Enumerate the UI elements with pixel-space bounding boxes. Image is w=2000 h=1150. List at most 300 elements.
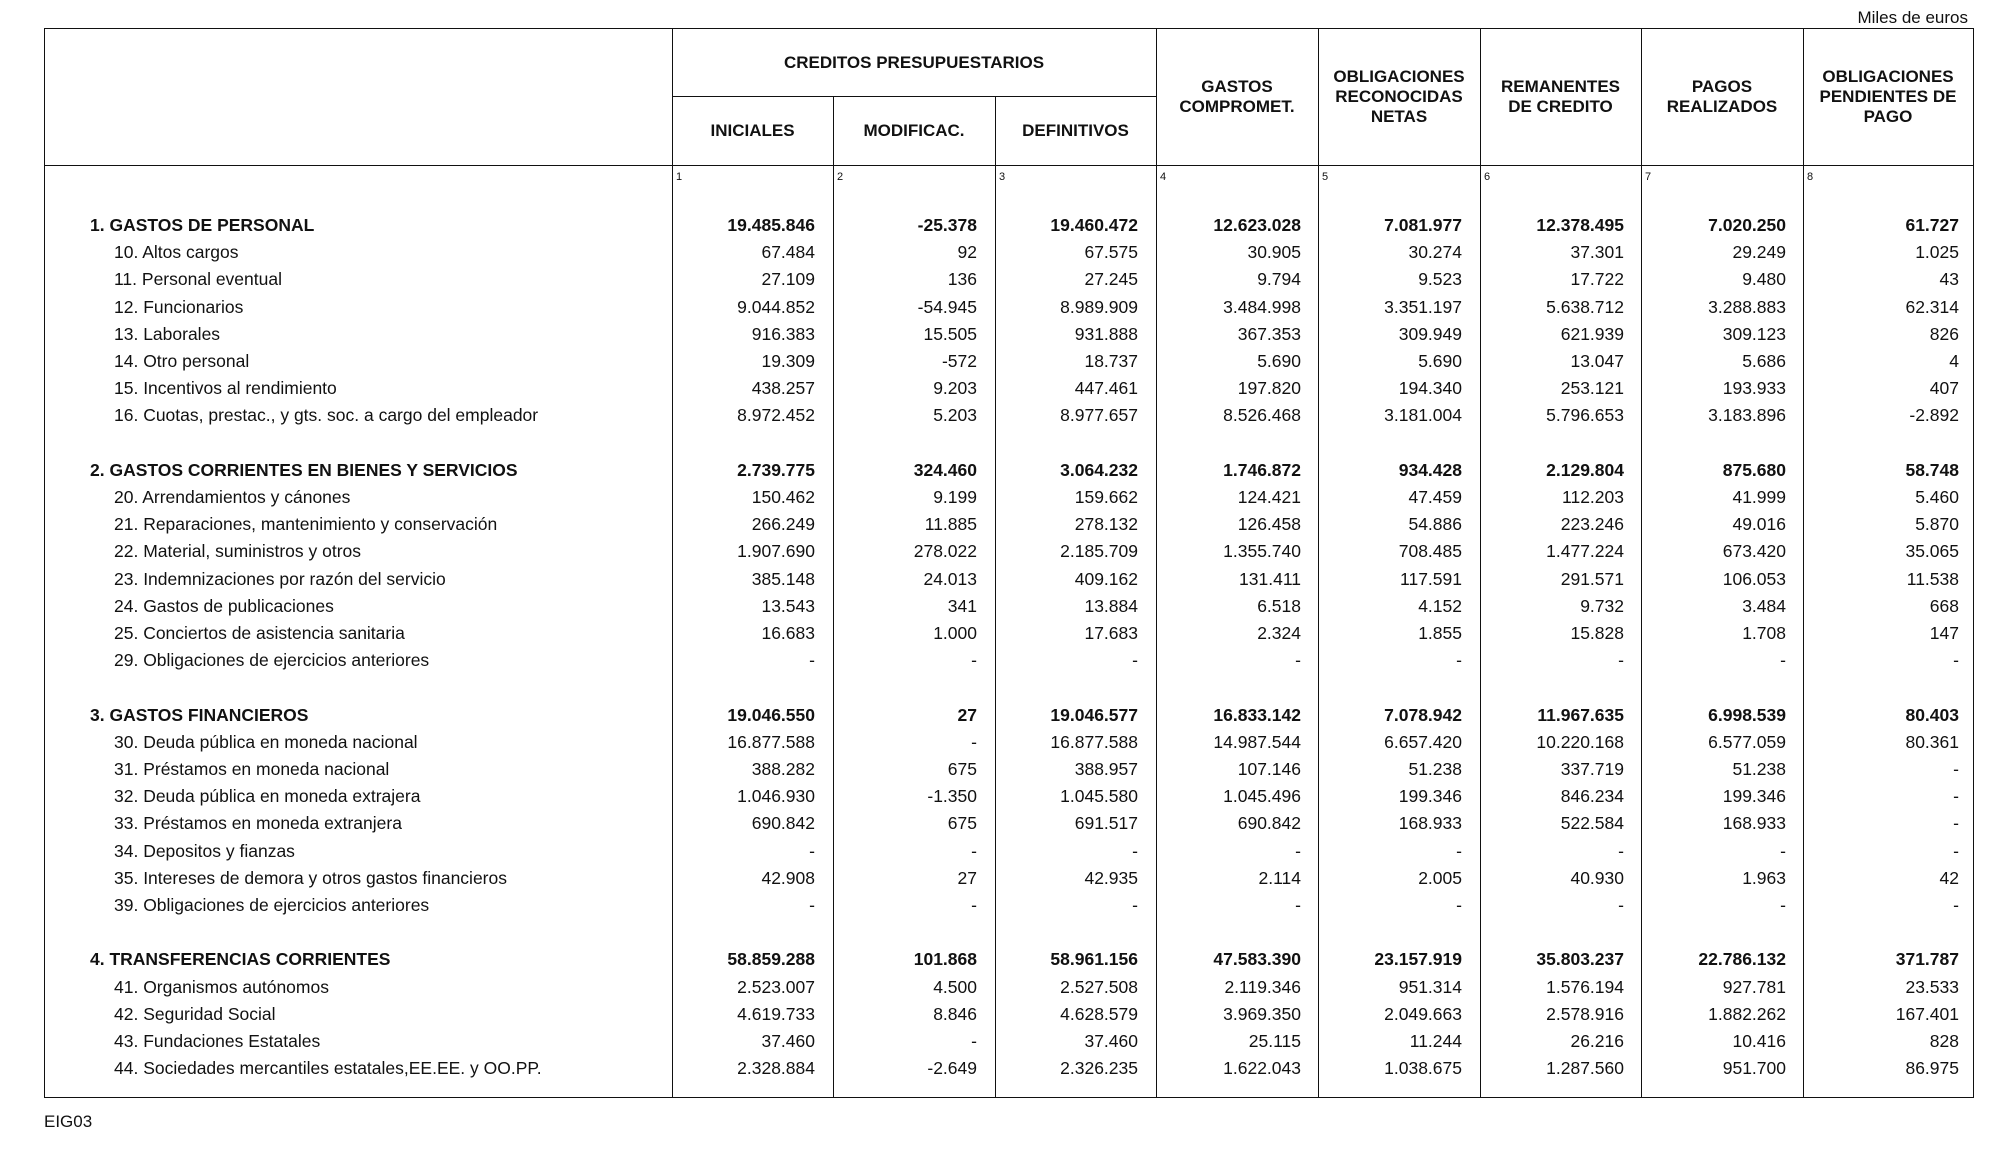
cell-value: 10.220.168 bbox=[1536, 731, 1624, 752]
cell-value: 5.686 bbox=[1742, 351, 1786, 371]
column-number: 3 bbox=[999, 171, 1006, 183]
row-label: 13. Laborales bbox=[114, 323, 221, 344]
row-label: 21. Reparaciones, mantenimiento y conservación bbox=[114, 514, 498, 535]
header-remanentes: REMANENTES DE CREDITO bbox=[1500, 77, 1620, 116]
table-row bbox=[45, 483, 1975, 510]
cell-value: 1.882.262 bbox=[1708, 1003, 1786, 1024]
row-label: 22. Material, suministros y otros bbox=[114, 541, 362, 562]
cell-value: 16.833.142 bbox=[1213, 704, 1301, 725]
cell-value: 1.477.224 bbox=[1546, 541, 1624, 562]
cell-value: 58.961.156 bbox=[1050, 949, 1138, 970]
cell-value: 18.737 bbox=[1084, 351, 1138, 371]
cell-value: 223.246 bbox=[1560, 514, 1624, 535]
header-pagos-realizados: PAGOS REALIZADOS bbox=[1666, 77, 1778, 116]
column-number: 1 bbox=[676, 171, 683, 183]
cell-value: 5.870 bbox=[1915, 514, 1959, 535]
cell-value: 112.203 bbox=[1562, 487, 1624, 507]
cell-value: 9.523 bbox=[1418, 269, 1462, 290]
section-row bbox=[45, 701, 1975, 728]
cell-value: 309.949 bbox=[1398, 323, 1462, 344]
cell-value: 951.700 bbox=[1722, 1058, 1786, 1079]
cell-value: 80.403 bbox=[1905, 704, 1959, 725]
cell-value: - bbox=[1456, 840, 1462, 861]
cell-value: 9.794 bbox=[1257, 269, 1301, 290]
cell-value: 5.460 bbox=[1915, 487, 1959, 507]
cell-value: - bbox=[1295, 650, 1301, 671]
cell-value: 4.619.733 bbox=[737, 1003, 815, 1024]
cell-value: 26.216 bbox=[1570, 1031, 1624, 1051]
cell-value: 409.162 bbox=[1074, 568, 1138, 589]
cell-value: 15.828 bbox=[1570, 623, 1624, 643]
table-row bbox=[45, 537, 1975, 564]
cell-value: 438.257 bbox=[751, 378, 815, 399]
header-modificac: MODIFICAC. bbox=[863, 120, 965, 140]
cell-value: 828 bbox=[1929, 1031, 1959, 1051]
cell-value: 37.460 bbox=[761, 1031, 815, 1051]
cell-value: - bbox=[1132, 895, 1138, 915]
cell-value: 3.969.350 bbox=[1223, 1003, 1301, 1024]
cell-value: 43 bbox=[1939, 269, 1959, 290]
row-label: 30. Deuda pública en moneda nacional bbox=[114, 731, 418, 752]
row-label: 2. GASTOS CORRIENTES EN BIENES Y SERVICIOS bbox=[90, 459, 518, 480]
table-row bbox=[45, 238, 1975, 265]
table-row bbox=[45, 592, 1975, 619]
cell-value: 621.939 bbox=[1560, 323, 1624, 344]
cell-value: 126.458 bbox=[1237, 514, 1301, 535]
column-number: 5 bbox=[1322, 171, 1329, 183]
cell-value: - bbox=[971, 895, 977, 915]
header-definitivos: DEFINITIVOS bbox=[1022, 120, 1129, 140]
cell-value: 1.907.690 bbox=[737, 541, 815, 562]
row-label: 10. Altos cargos bbox=[114, 242, 239, 263]
row-label: 14. Otro personal bbox=[114, 351, 250, 371]
cell-value: 58.859.288 bbox=[727, 949, 815, 970]
cell-value: 8.989.909 bbox=[1060, 296, 1138, 317]
cell-value: 11.885 bbox=[924, 514, 977, 535]
cell-value: 37.460 bbox=[1084, 1031, 1138, 1051]
cell-value: - bbox=[971, 1031, 977, 1051]
cell-value: -25.378 bbox=[917, 215, 977, 235]
header-creditos-presupuestarios: CREDITOS PRESUPUESTARIOS bbox=[783, 52, 1045, 72]
cell-value: 916.383 bbox=[751, 323, 815, 344]
cell-value: - bbox=[1132, 650, 1138, 671]
cell-value: 124.421 bbox=[1237, 487, 1301, 507]
table-row bbox=[45, 265, 1975, 292]
cell-value: - bbox=[1953, 759, 1959, 779]
cell-value: 3.288.883 bbox=[1708, 296, 1786, 317]
table-row bbox=[45, 891, 1975, 918]
cell-value: 27 bbox=[957, 704, 977, 725]
row-label: 11. Personal eventual bbox=[114, 269, 282, 290]
cell-value: 12.378.495 bbox=[1536, 215, 1624, 235]
header-obligaciones-pendientes: OBLIGACIONES PENDIENTES DE PAGO bbox=[1819, 67, 1957, 126]
cell-value: 1.855 bbox=[1418, 623, 1462, 643]
cell-value: 668 bbox=[1929, 595, 1959, 616]
cell-value: 691.517 bbox=[1074, 813, 1138, 834]
cell-value: 388.957 bbox=[1074, 759, 1138, 779]
table-row bbox=[45, 1027, 1975, 1054]
cell-value: 13.884 bbox=[1084, 595, 1138, 616]
table-row bbox=[45, 401, 1975, 428]
cell-value: - bbox=[1953, 786, 1959, 807]
table-row bbox=[45, 619, 1975, 646]
row-label: 41. Organismos autónomos bbox=[114, 976, 329, 997]
cell-value: 5.796.653 bbox=[1546, 405, 1624, 426]
cell-value: 199.346 bbox=[1398, 786, 1462, 807]
cell-value: 168.933 bbox=[1722, 813, 1786, 834]
cell-value: 846.234 bbox=[1560, 786, 1624, 807]
cell-value: 47.583.390 bbox=[1213, 949, 1301, 970]
column-number: 4 bbox=[1160, 171, 1167, 183]
cell-value: - bbox=[809, 650, 815, 671]
cell-value: 147 bbox=[1929, 623, 1959, 643]
row-label: 16. Cuotas, prestac., y gts. soc. a cargo del empleador bbox=[114, 405, 539, 426]
cell-value: 6.657.420 bbox=[1384, 731, 1462, 752]
row-label: 23. Indemnizaciones por razón del servicio bbox=[114, 568, 446, 589]
cell-value: 194.340 bbox=[1398, 378, 1462, 399]
cell-value: 3.183.896 bbox=[1708, 405, 1786, 426]
cell-value: 9.203 bbox=[933, 378, 977, 399]
cell-value: 13.543 bbox=[761, 595, 815, 616]
row-label: 20. Arrendamientos y cánones bbox=[114, 487, 351, 507]
cell-value: 1.963 bbox=[1742, 867, 1786, 888]
cell-value: 37.301 bbox=[1570, 242, 1624, 263]
cell-value: - bbox=[809, 840, 815, 861]
cell-value: 337.719 bbox=[1560, 759, 1624, 779]
cell-value: 11.244 bbox=[1409, 1031, 1462, 1051]
cell-value: 522.584 bbox=[1560, 813, 1624, 834]
cell-value: 3.064.232 bbox=[1060, 459, 1138, 480]
cell-value: 9.732 bbox=[1580, 595, 1624, 616]
row-label: 34. Depositos y fianzas bbox=[114, 840, 295, 861]
cell-value: - bbox=[1295, 895, 1301, 915]
cell-value: 12.623.028 bbox=[1213, 215, 1301, 235]
cell-value: 4 bbox=[1949, 351, 1959, 371]
cell-value: 13.047 bbox=[1570, 351, 1624, 371]
row-label: 44. Sociedades mercantiles estatales,EE.EE. y OO.PP. bbox=[114, 1058, 542, 1079]
cell-value: 2.114 bbox=[1258, 867, 1301, 888]
cell-value: 67.484 bbox=[761, 242, 815, 263]
column-number: 2 bbox=[837, 171, 844, 183]
cell-value: 6.577.059 bbox=[1708, 731, 1786, 752]
table-row bbox=[45, 728, 1975, 755]
cell-value: 159.662 bbox=[1074, 487, 1138, 507]
cell-value: 24.013 bbox=[923, 568, 977, 589]
cell-value: 92 bbox=[957, 242, 977, 263]
header-bottom-rule bbox=[45, 165, 1973, 166]
cell-value: 16.877.588 bbox=[727, 731, 815, 752]
cell-value: 23.533 bbox=[1905, 976, 1959, 997]
cell-value: 54.886 bbox=[1408, 514, 1462, 535]
cell-value: 2.119.346 bbox=[1224, 976, 1301, 997]
cell-value: 8.977.657 bbox=[1060, 405, 1138, 426]
cell-value: 22.786.132 bbox=[1698, 949, 1786, 970]
row-label: 25. Conciertos de asistencia sanitaria bbox=[114, 623, 405, 643]
cell-value: 253.121 bbox=[1560, 378, 1624, 399]
cell-value: 25.115 bbox=[1248, 1031, 1301, 1051]
cell-value: 1.576.194 bbox=[1546, 976, 1624, 997]
cell-value: 23.157.919 bbox=[1374, 949, 1462, 970]
cell-value: 19.309 bbox=[761, 351, 815, 371]
cell-value: 19.460.472 bbox=[1050, 215, 1138, 235]
cell-value: 3.484 bbox=[1742, 595, 1786, 616]
cell-value: 101.868 bbox=[913, 949, 977, 970]
cell-value: 136 bbox=[947, 269, 977, 290]
cell-value: 1.708 bbox=[1742, 623, 1786, 643]
cell-value: 42 bbox=[1939, 867, 1959, 888]
cell-value: 5.690 bbox=[1418, 351, 1462, 371]
cell-value: 266.249 bbox=[751, 514, 815, 535]
table-row bbox=[45, 374, 1975, 401]
row-label: 15. Incentivos al rendimiento bbox=[114, 378, 337, 399]
cell-value: 8.526.468 bbox=[1223, 405, 1301, 426]
cell-value: 407 bbox=[1929, 378, 1959, 399]
header-obligaciones-reconocidas: OBLIGACIONES RECONOCIDAS NETAS bbox=[1333, 67, 1465, 126]
cell-value: 309.123 bbox=[1722, 323, 1786, 344]
cell-value: 675 bbox=[947, 759, 977, 779]
table-row bbox=[45, 864, 1975, 891]
row-label: 29. Obligaciones de ejercicios anteriores bbox=[114, 650, 430, 671]
cell-value: 168.933 bbox=[1398, 813, 1462, 834]
cell-value: 1.287.560 bbox=[1546, 1058, 1624, 1079]
cell-value: -2.892 bbox=[1909, 405, 1959, 426]
cell-value: - bbox=[1780, 840, 1786, 861]
cell-value: 690.842 bbox=[751, 813, 815, 834]
row-label: 12. Funcionarios bbox=[114, 296, 244, 317]
cell-value: 951.314 bbox=[1398, 976, 1462, 997]
table-row bbox=[45, 320, 1975, 347]
cell-value: 826 bbox=[1929, 323, 1959, 344]
cell-value: - bbox=[1618, 895, 1624, 915]
cell-value: 47.459 bbox=[1408, 487, 1462, 507]
cell-value: 17.722 bbox=[1570, 269, 1624, 290]
cell-value: 931.888 bbox=[1074, 323, 1138, 344]
cell-value: 2.324 bbox=[1257, 623, 1301, 643]
cell-value: 8.846 bbox=[933, 1003, 977, 1024]
cell-value: 11.967.635 bbox=[1537, 704, 1624, 725]
cell-value: - bbox=[1953, 650, 1959, 671]
cell-value: 2.527.508 bbox=[1060, 976, 1138, 997]
cell-value: 8.972.452 bbox=[737, 405, 815, 426]
cell-value: - bbox=[1780, 895, 1786, 915]
row-label: 33. Préstamos en moneda extranjera bbox=[114, 813, 402, 834]
row-label: 35. Intereses de demora y otros gastos financieros bbox=[114, 867, 507, 888]
cell-value: 199.346 bbox=[1722, 786, 1786, 807]
cell-value: 341 bbox=[947, 595, 977, 616]
cell-value: 27 bbox=[957, 867, 977, 888]
cell-value: 385.148 bbox=[751, 568, 815, 589]
row-label: 43. Fundaciones Estatales bbox=[114, 1031, 321, 1051]
cell-value: 9.044.852 bbox=[737, 296, 815, 317]
cell-value: 19.046.577 bbox=[1050, 704, 1138, 725]
cell-value: - bbox=[1456, 650, 1462, 671]
table-row bbox=[45, 1054, 1975, 1081]
row-label: 4. TRANSFERENCIAS CORRIENTES bbox=[90, 949, 391, 970]
row-label: 31. Préstamos en moneda nacional bbox=[114, 759, 390, 779]
cell-value: 150.462 bbox=[751, 487, 815, 507]
cell-value: 3.181.004 bbox=[1384, 405, 1462, 426]
cell-value: - bbox=[1618, 650, 1624, 671]
cell-value: 3.351.197 bbox=[1384, 296, 1462, 317]
table-row bbox=[45, 565, 1975, 592]
cell-value: 4.500 bbox=[933, 976, 977, 997]
cell-value: 9.199 bbox=[933, 487, 977, 507]
cell-value: 278.132 bbox=[1074, 514, 1138, 535]
cell-value: 2.326.235 bbox=[1060, 1058, 1138, 1079]
cell-value: 30.905 bbox=[1247, 242, 1301, 263]
column-number: 8 bbox=[1807, 171, 1814, 183]
cell-value: - bbox=[971, 731, 977, 752]
cell-value: 2.005 bbox=[1418, 867, 1462, 888]
cell-value: 58.748 bbox=[1905, 459, 1959, 480]
cell-value: - bbox=[809, 895, 815, 915]
row-label: 32. Deuda pública en moneda extrajera bbox=[114, 786, 421, 807]
table-row bbox=[45, 293, 1975, 320]
cell-value: 27.109 bbox=[761, 269, 815, 290]
row-label: 1. GASTOS DE PERSONAL bbox=[90, 215, 315, 235]
cell-value: 14.987.544 bbox=[1213, 731, 1301, 752]
table-row bbox=[45, 347, 1975, 374]
cell-value: 291.571 bbox=[1560, 568, 1624, 589]
cell-value: - bbox=[1132, 840, 1138, 861]
cell-value: 197.820 bbox=[1237, 378, 1301, 399]
cell-value: 447.461 bbox=[1074, 378, 1138, 399]
cell-value: - bbox=[1295, 840, 1301, 861]
cell-value: - bbox=[971, 650, 977, 671]
cell-value: 1.355.740 bbox=[1223, 541, 1301, 562]
cell-value: - bbox=[1953, 840, 1959, 861]
cell-value: 49.016 bbox=[1732, 514, 1786, 535]
cell-value: 16.877.588 bbox=[1050, 731, 1138, 752]
cell-value: 27.245 bbox=[1084, 269, 1138, 290]
cell-value: 371.787 bbox=[1895, 949, 1959, 970]
cell-value: 167.401 bbox=[1895, 1003, 1959, 1024]
cell-value: 7.078.942 bbox=[1384, 704, 1462, 725]
cell-value: 131.411 bbox=[1239, 568, 1301, 589]
cell-value: 61.727 bbox=[1905, 215, 1959, 235]
cell-value: 5.203 bbox=[933, 405, 977, 426]
cell-value: 15.505 bbox=[923, 323, 977, 344]
table-row bbox=[45, 782, 1975, 809]
cell-value: 4.628.579 bbox=[1060, 1003, 1138, 1024]
cell-value: 1.746.872 bbox=[1223, 459, 1301, 480]
cell-value: 278.022 bbox=[913, 541, 977, 562]
cell-value: -572 bbox=[941, 351, 977, 371]
cell-value: 675 bbox=[947, 813, 977, 834]
cell-value: 40.930 bbox=[1570, 867, 1624, 888]
cell-value: 42.935 bbox=[1084, 867, 1138, 888]
row-label: 42. Seguridad Social bbox=[114, 1003, 276, 1024]
cell-value: 19.485.846 bbox=[727, 215, 815, 235]
cell-value: -54.945 bbox=[917, 296, 977, 317]
cell-value: 690.842 bbox=[1237, 813, 1301, 834]
cell-value: 7.081.977 bbox=[1384, 215, 1462, 235]
column-number: 7 bbox=[1645, 171, 1652, 183]
cell-value: 193.933 bbox=[1722, 378, 1786, 399]
cell-value: 2.578.916 bbox=[1546, 1003, 1624, 1024]
cell-value: - bbox=[1618, 840, 1624, 861]
cell-value: - bbox=[1780, 650, 1786, 671]
cell-value: 1.622.043 bbox=[1223, 1058, 1301, 1079]
table-row bbox=[45, 809, 1975, 836]
row-label: 3. GASTOS FINANCIEROS bbox=[90, 704, 309, 725]
cell-value: 388.282 bbox=[751, 759, 815, 779]
cell-value: 708.485 bbox=[1398, 541, 1462, 562]
cell-value: 1.046.930 bbox=[737, 786, 815, 807]
cell-value: -2.649 bbox=[927, 1058, 977, 1079]
document-code: EIG03 bbox=[44, 1112, 93, 1131]
cell-value: 41.999 bbox=[1732, 487, 1786, 507]
cell-value: 5.638.712 bbox=[1546, 296, 1624, 317]
cell-value: - bbox=[1953, 895, 1959, 915]
cell-value: 62.314 bbox=[1905, 296, 1959, 317]
cell-value: 2.049.663 bbox=[1384, 1003, 1462, 1024]
budget-table bbox=[44, 28, 1974, 1098]
row-label: 39. Obligaciones de ejercicios anteriores bbox=[114, 895, 430, 915]
cell-value: 4.152 bbox=[1418, 595, 1462, 616]
cell-value: 1.045.580 bbox=[1060, 786, 1138, 807]
cell-value: 30.274 bbox=[1408, 242, 1462, 263]
cell-value: 117.591 bbox=[1400, 568, 1462, 589]
cell-value: 6.998.539 bbox=[1708, 704, 1786, 725]
cell-value: -1.350 bbox=[927, 786, 977, 807]
column-number: 6 bbox=[1484, 171, 1491, 183]
section-row bbox=[45, 211, 1975, 238]
cell-value: 106.053 bbox=[1722, 568, 1786, 589]
cell-value: 2.129.804 bbox=[1546, 459, 1624, 480]
cell-value: 16.683 bbox=[761, 623, 815, 643]
header-gastos-compromet: GASTOS COMPROMET. bbox=[1179, 77, 1295, 116]
cell-value: - bbox=[971, 840, 977, 861]
cell-value: 2.185.709 bbox=[1060, 541, 1138, 562]
cell-value: 51.238 bbox=[1732, 759, 1786, 779]
table-row bbox=[45, 1000, 1975, 1027]
cell-value: 19.046.550 bbox=[727, 704, 815, 725]
cell-value: 29.249 bbox=[1732, 242, 1786, 263]
cell-value: 1.000 bbox=[933, 623, 977, 643]
cell-value: 1.045.496 bbox=[1223, 786, 1301, 807]
cell-value: 42.908 bbox=[761, 867, 815, 888]
table-row bbox=[45, 510, 1975, 537]
cell-value: 927.781 bbox=[1722, 976, 1786, 997]
cell-value: 2.523.007 bbox=[737, 976, 815, 997]
row-label: 24. Gastos de publicaciones bbox=[114, 595, 334, 616]
cell-value: 1.025 bbox=[1915, 242, 1959, 263]
cell-value: 17.683 bbox=[1084, 623, 1138, 643]
cell-value: 10.416 bbox=[1732, 1031, 1786, 1051]
cell-value: 324.460 bbox=[913, 459, 977, 480]
cell-value: 3.484.998 bbox=[1223, 296, 1301, 317]
units-label: Miles de euros bbox=[1857, 8, 1968, 27]
table-row bbox=[45, 973, 1975, 1000]
table-row bbox=[45, 646, 1975, 673]
cell-value: 80.361 bbox=[1905, 731, 1959, 752]
cell-value: - bbox=[1456, 895, 1462, 915]
cell-value: 6.518 bbox=[1257, 595, 1301, 616]
cell-value: 367.353 bbox=[1237, 323, 1301, 344]
cell-value: - bbox=[1953, 813, 1959, 834]
table-row bbox=[45, 755, 1975, 782]
cell-value: 35.065 bbox=[1905, 541, 1959, 562]
cell-value: 7.020.250 bbox=[1708, 215, 1786, 235]
cell-value: 9.480 bbox=[1742, 269, 1786, 290]
cell-value: 86.975 bbox=[1905, 1058, 1959, 1079]
cell-value: 875.680 bbox=[1722, 459, 1786, 480]
cell-value: 2.739.775 bbox=[737, 459, 815, 480]
cell-value: 107.146 bbox=[1237, 759, 1301, 779]
cell-value: 1.038.675 bbox=[1384, 1058, 1462, 1079]
cell-value: 51.238 bbox=[1408, 759, 1462, 779]
